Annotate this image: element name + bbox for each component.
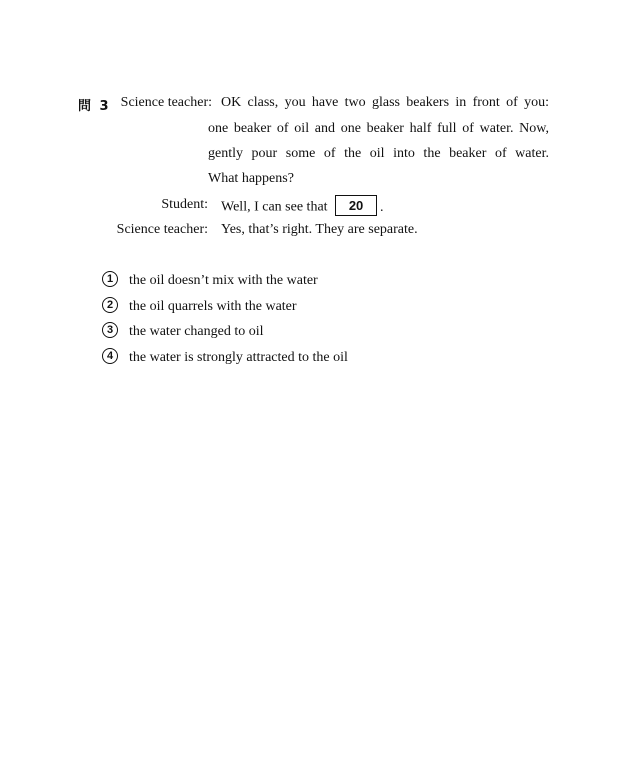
circled-number-icon: 3 bbox=[102, 322, 118, 338]
speaker-student: Student: bbox=[161, 197, 208, 212]
student-text: Well, I can see that bbox=[221, 199, 328, 215]
choice-text: the water is strongly attracted to the oil bbox=[129, 350, 348, 366]
choice-4[interactable] bbox=[102, 350, 348, 366]
circled-number-icon: 4 bbox=[102, 348, 118, 364]
dialogue-line: one beaker of oil and one beaker half full of water. Now, bbox=[208, 121, 549, 136]
speaker-science-teacher: Science teacher: bbox=[120, 95, 212, 110]
circled-number-icon: 2 bbox=[102, 297, 118, 313]
student-period: . bbox=[380, 199, 384, 215]
circled-number-icon: 1 bbox=[102, 271, 118, 287]
choice-text: the water changed to oil bbox=[129, 324, 264, 340]
answer-blank-box: 20 bbox=[335, 195, 377, 216]
question-kanji: 問 bbox=[78, 99, 92, 114]
dialogue-line: gently pour some of the oil into the beaker of water. bbox=[208, 146, 549, 161]
dialogue-line: Yes, that’s right. They are separate. bbox=[221, 222, 418, 237]
question-number: 3 bbox=[99, 99, 109, 114]
choice-2[interactable] bbox=[102, 299, 297, 315]
speaker-science-teacher: Science teacher: bbox=[116, 222, 208, 237]
choice-1[interactable] bbox=[102, 273, 318, 289]
dialogue-line: OK class, you have two glass beakers in front of you: bbox=[221, 95, 549, 110]
choice-3[interactable] bbox=[102, 324, 264, 340]
dialogue-line: What happens? bbox=[208, 171, 294, 186]
choice-text: the oil doesn’t mix with the water bbox=[129, 273, 318, 289]
student-line bbox=[221, 197, 384, 218]
choice-text: the oil quarrels with the water bbox=[129, 299, 297, 315]
